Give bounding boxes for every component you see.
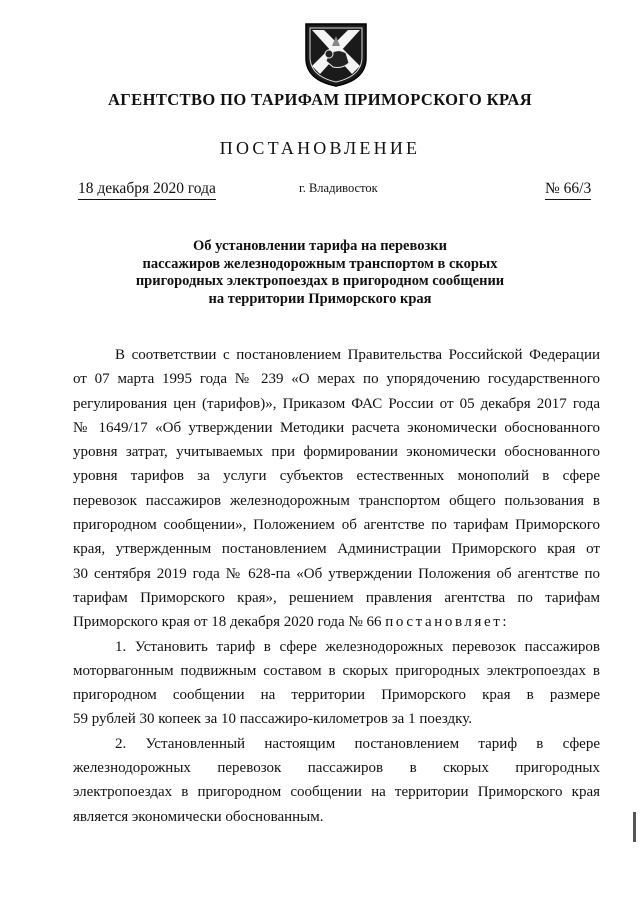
decree-word: постановляет: [385, 614, 510, 631]
text-line: № 1649/17 «Об утверждении Методики расчета экономически обоснованного [73, 419, 600, 436]
clause-1 [73, 635, 600, 732]
text-line: 59 рублей 30 копеек за 10 пассажиро-километров за 1 поездку. [73, 711, 472, 728]
text-line: от 07 марта 1995 года № 239 «О мерах по упорядочению государственного [73, 371, 600, 388]
title-line: Об установлении тарифа на перевозки [193, 238, 447, 254]
preamble-paragraph [73, 343, 600, 635]
preamble-last-line: Приморского края от 18 декабря 2020 года № 66 [73, 614, 382, 631]
text-line: уровня тарифов за услуги субъектов естественных монополий в сфере [73, 468, 600, 485]
document-body [73, 343, 600, 829]
text-line-final [73, 610, 600, 634]
title-line: пригородных электропоездах в пригородном сообщении [135, 273, 505, 289]
text-line: тарифам Приморского края», решением правления агентства по тарифам [73, 589, 600, 606]
text-line: перевозок пассажиров железнодорожным транспортом общего пользования в [73, 492, 600, 509]
title-line: пассажиров железнодорожным транспортом в скорых [142, 255, 498, 272]
text-line: 2. Установленный настоящим постановлением тариф в сфере [115, 735, 600, 752]
text-line: электропоездах в пригородном сообщении на территории Приморского края [73, 784, 600, 801]
document-date: 18 декабря 2020 года [78, 180, 216, 200]
text-line: В соответствии с постановлением Правительства Российской Федерации [115, 347, 600, 363]
text-line: 1. Установить тариф в сфере железнодорожных перевозок пассажиров [115, 638, 600, 655]
text-line: края, утвержденным постановлением Администрации Приморского края от [73, 541, 600, 558]
primorsky-krai-coat-of-arms-icon [302, 20, 370, 88]
document-number: № 66/3 [545, 180, 591, 200]
document-title [0, 238, 640, 308]
text-line: регулирования цен (тарифов)», Приказом ФАС России от 05 декабря 2017 года [73, 395, 600, 412]
text-line: уровня затрат, учитываемых при формировании экономически обоснованного [73, 444, 600, 461]
document-type: ПОСТАНОВЛЕНИЕ [219, 138, 421, 158]
clause-2 [73, 732, 600, 829]
title-line: на территории Приморского края [208, 290, 432, 307]
text-line: является экономически обоснованным. [73, 808, 324, 825]
text-line: пригородном сообщении», Положением об агентстве по тарифам Приморского [73, 517, 600, 534]
agency-name: АГЕНТСТВО ПО ТАРИФАМ ПРИМОРСКОГО КРАЯ [107, 90, 533, 109]
text-line: пригородном сообщении на территории Приморского края в размере [73, 687, 600, 704]
text-line: моторвагонным подвижным составом в скорых пригородных электропоездах в [73, 662, 600, 679]
scan-edge-mark [633, 812, 636, 842]
text-line: железнодорожных перевозок пассажиров в скорых пригородных [73, 760, 600, 777]
document-city: г. Владивосток [299, 181, 378, 195]
text-line: 30 сентября 2019 года № 628-па «Об утверждении Положения об агентстве по [73, 565, 600, 582]
